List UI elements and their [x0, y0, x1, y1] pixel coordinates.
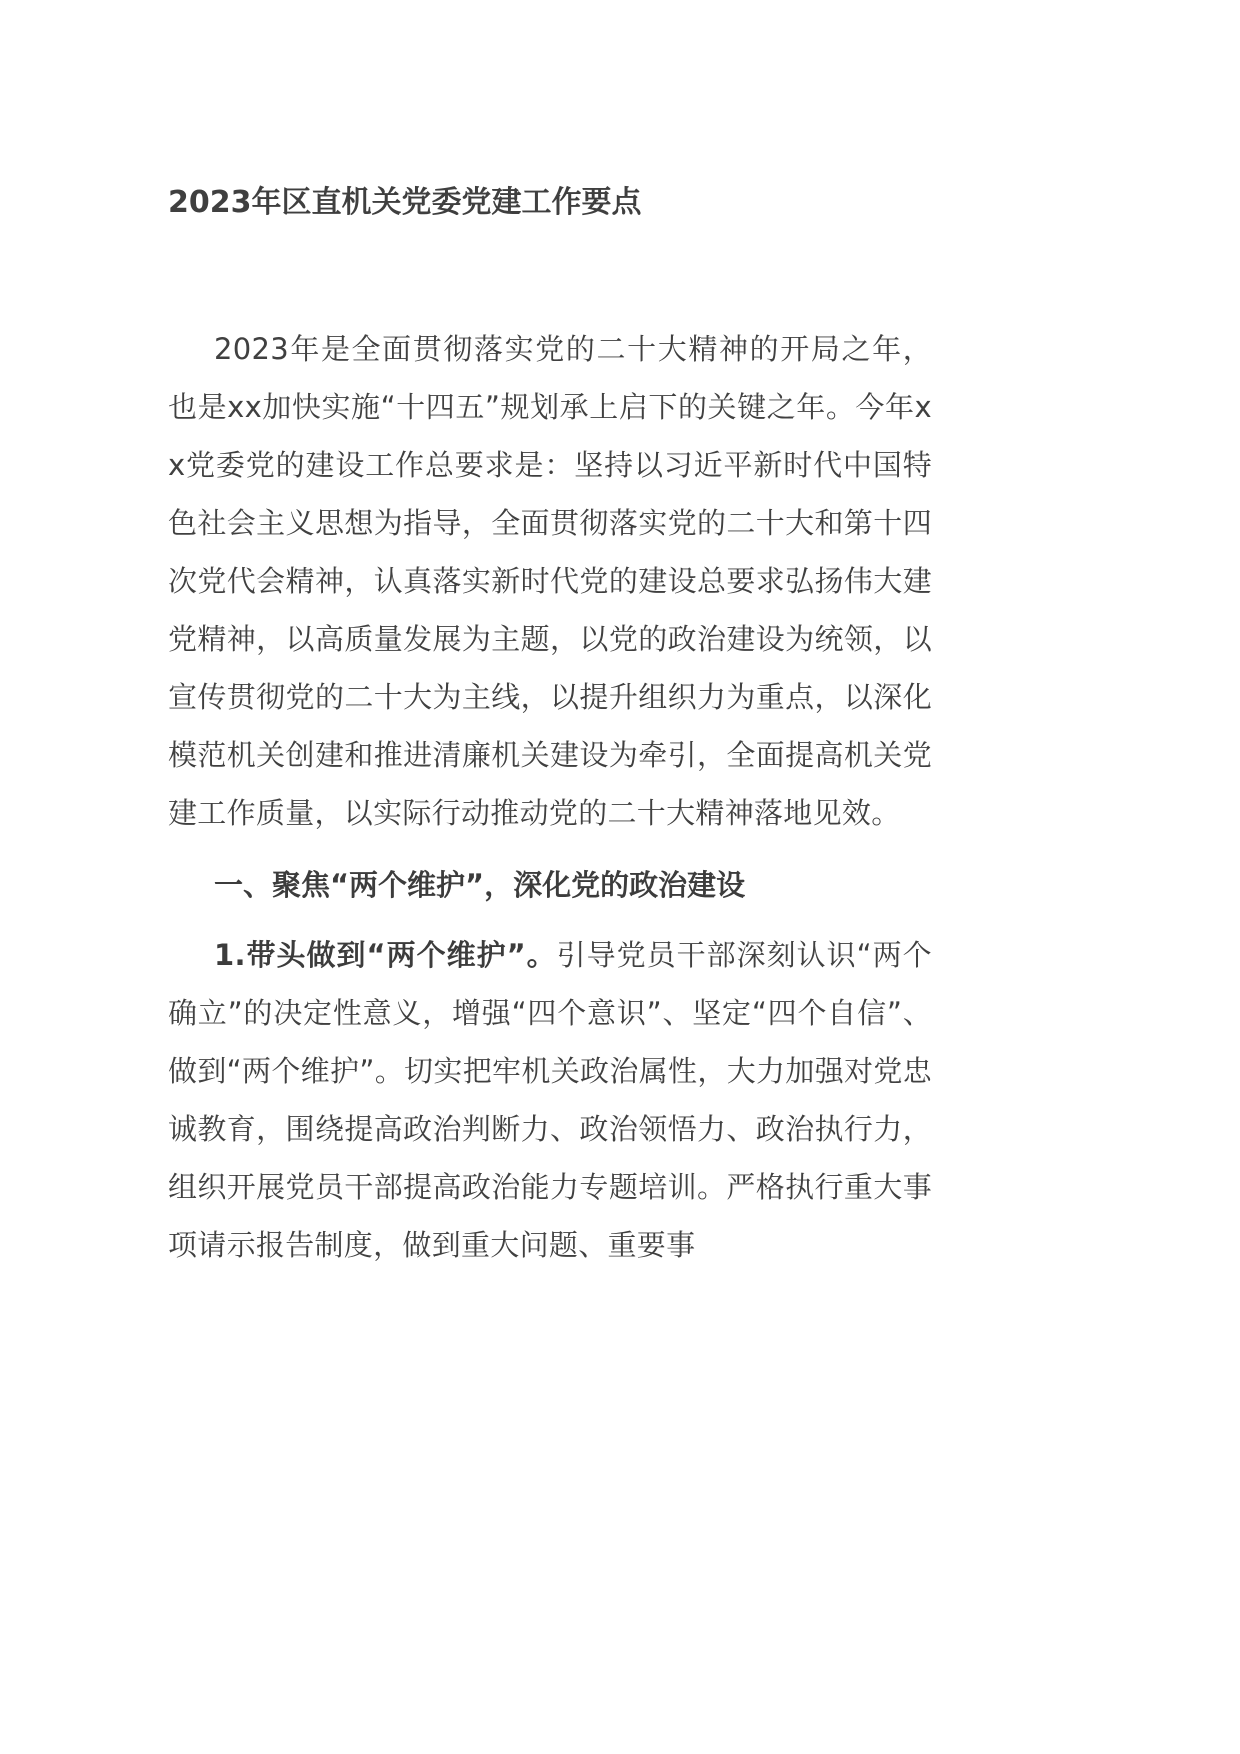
document-body — [168, 320, 932, 1274]
document-title: 2023年区直机关党委党建工作要点 — [168, 185, 642, 220]
item-1-lead: 1.带头做到“两个维护”。 — [214, 938, 557, 972]
item-1-text: 引导党员干部深刻认识“两个确立”的决定性意义，增强“四个意识”、坚定“四个自信”、做到“两个维护”。切实把牢机关政治属性，大力加强对党忠诚教育，围绕提高政治判断力、政治领悟力、政治执行力，组织开展党员干部提高政治能力专题培训。严格执行重大事项请示报告制度，做到重大问题、重要事 — [168, 938, 932, 1262]
section-heading-1: 一、聚焦“两个维护”，深化党的政治建设 — [214, 868, 746, 902]
section-1-item-1 — [168, 926, 932, 1274]
intro-paragraph: 2023年是全面贯彻落实党的二十大精神的开局之年，也是xx加快实施“十四五”规划承上启下的关键之年。今年xx党委党的建设工作总要求是：坚持以习近平新时代中国特色社会主义思想为指导，全面贯彻落实党的二十大和第十四次党代会精神，认真落实新时代党的建设总要求弘扬伟大建党精神，以高质量发展为主题，以党的政治建设为统领，以宣传贯彻党的二十大为主线，以提升组织力为重点，以深化模范机关创建和推进清廉机关建设为牵引，全面提高机关党建工作质量，以实际行动推动党的二十大精神落地见效。 — [168, 332, 932, 830]
